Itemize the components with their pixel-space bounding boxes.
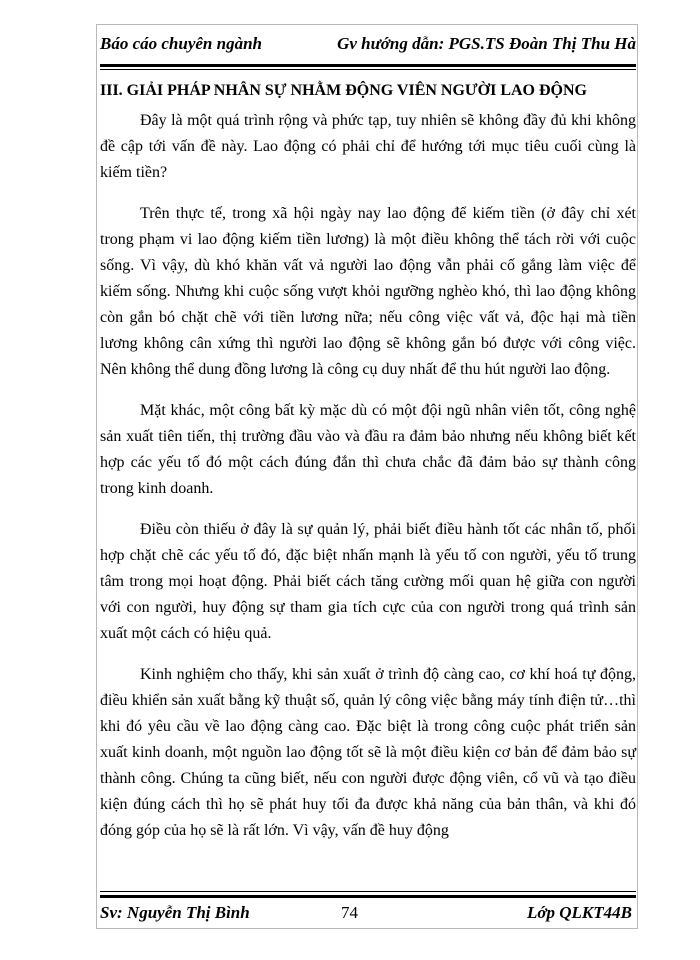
page-number: 74 (341, 903, 358, 922)
footer-rule-thin (100, 891, 636, 892)
body-text (100, 108, 636, 859)
paragraph-2: Trên thực tế, trong xã hội ngày nay lao động để kiếm tiền (ở đây chỉ xét trong phạm vi lao động kiếm tiền lương) là một điều không thể tách rời với cuộc sống. Vì vậy, dù khó khăn vất vả người lao động vẫn phải cố gắng làm việc để kiếm sống. Nhưng khi cuộc sống vượt khỏi ngưỡng nghèo khó, thì lao động không còn gắn bó chặt chẽ với tiền lương nữa; nếu công việc vất vả, độc hại mà tiền lương không cân xứng thì người lao động sẽ không gắn bó được với công việc. Nên không thể dung đồng lương là công cụ duy nhất để thu hút người lao động. (100, 205, 636, 378)
header-supervisor: Gv hướng dẫn: PGS.TS Đoàn Thị Thu Hà (337, 34, 636, 53)
page-footer (100, 903, 636, 923)
page-header (100, 34, 636, 54)
paragraph-5: Kinh nghiệm cho thấy, khi sản xuất ở trình độ càng cao, cơ khí hoá tự động, điều khiển sản xuất bằng kỹ thuật số, quản lý công việc bằng máy tính điện tử…thì khi đó yêu cầu về lao động càng cao. Đặc biệt là trong công cuộc phát triển sản xuất kinh doanh, một nguồn lao động tốt sẽ là một điều kiện cơ bản để đảm bảo sự thành công. Chúng ta cũng biết, nếu con người được động viên, cổ vũ và tạo điều kiện đúng cách thì họ sẽ phát huy tối đa được khả năng của bản thân, và khi đó đóng góp của họ sẽ là rất lớn. Vì vậy, vấn đề huy động (100, 666, 636, 839)
header-rule-thin (100, 69, 636, 70)
footer-student: Sv: Nguyễn Thị Bình (100, 903, 250, 922)
footer-rule-thick (100, 895, 636, 898)
header-report-title: Báo cáo chuyên ngành (100, 34, 262, 53)
footer-class: Lớp QLKT44B (527, 903, 632, 922)
paragraph-4: Điều còn thiếu ở đây là sự quản lý, phải biết điều hành tốt các nhân tố, phối hợp chặt chẽ các yếu tố đó, đặc biệt nhấn mạnh là yếu tố con người, yếu tố trung tâm trong mọi hoạt động. Phải biết cách tăng cường mối quan hệ giữa con người với con người, huy động sự tham gia tích cực của con người trong quá trình sản xuất một cách có hiệu quả. (100, 521, 636, 642)
header-rule-thick (100, 64, 636, 67)
paragraph-1: Đây là một quá trình rộng và phức tạp, tuy nhiên sẽ không đầy đủ khi không đề cập tới vấn đề này. Lao động có phải chỉ để hướng tới mục tiêu cuối cùng là kiếm tiền? (100, 112, 636, 181)
paragraph-3: Mặt khác, một công bất kỳ mặc dù có một đội ngũ nhân viên tốt, công nghệ sản xuất tiên tiến, thị trường đầu vào và đầu ra đảm bảo nhưng nếu không biết kết hợp các yếu tố đó một cách đúng đắn thì chưa chắc đã đảm bảo sự thành công trong kinh doanh. (100, 402, 636, 497)
section-heading: III. GIẢI PHÁP NHÂN SỰ NHẰM ĐỘNG VIÊN NGƯỜI LAO ĐỘNG (100, 82, 587, 99)
